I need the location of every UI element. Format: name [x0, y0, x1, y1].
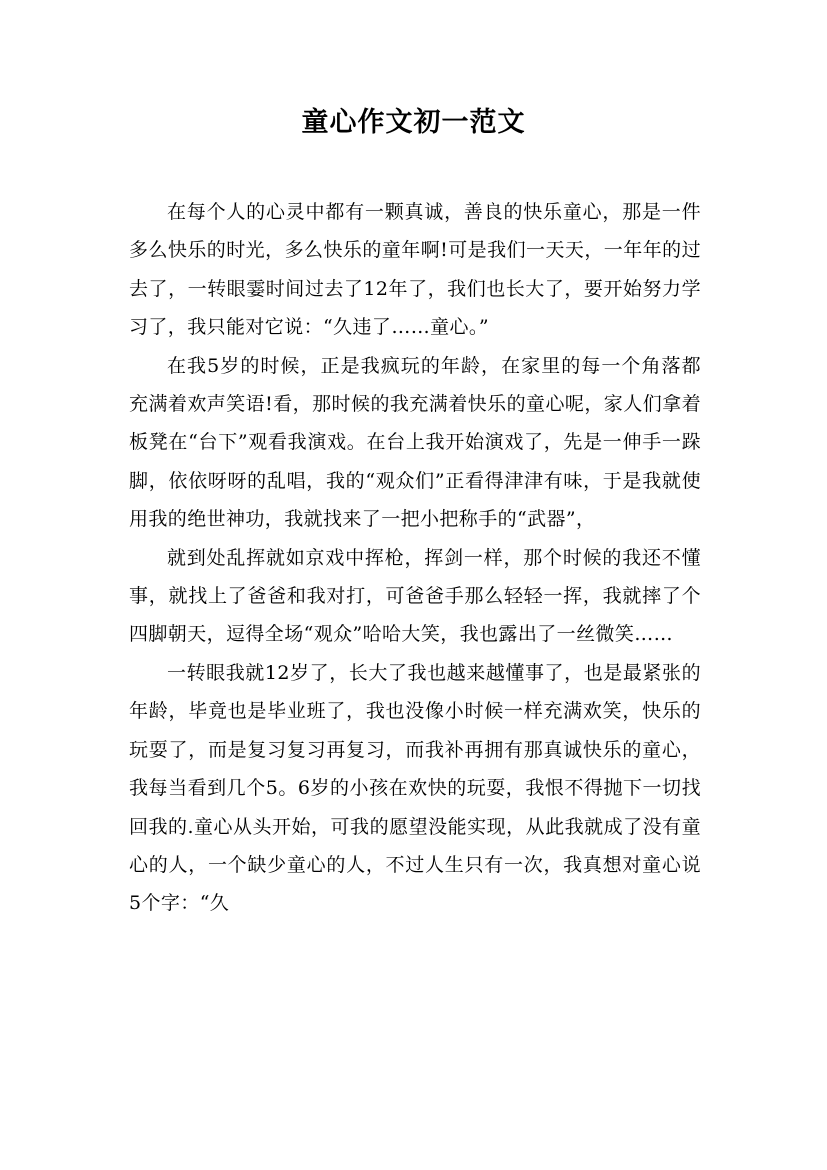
paragraph-4: 一转眼我就12岁了，长大了我也越来越懂事了，也是最紧张的年龄，毕竟也是毕业班了，我也没像小时候一样充满欢笑，快乐的玩耍了，而是复习复习再复习，而我补再拥有那真诚快乐的童心，我每当看到几个5。6岁的小孩在欢快的玩耍，我恨不得抛下一切找回我的.童心从头开始，可我的愿望没能实现，从此我就成了没有童心的人，一个缺少童心的人，不过人生只有一次，我真想对童心说5个字：“久	[129, 661, 701, 915]
paragraph-2: 在我5岁的时候，正是我疯玩的年龄，在家里的每一个角落都充满着欢声笑语!看，那时候的我充满着快乐的童心呢，家人们拿着板凳在“台下”观看我演戏。在台上我开始演戏了，先是一伸手一跺脚，依依呀呀的乱唱，我的“观众们”正看得津津有味，于是我就使用我的绝世神功，我就找来了一把小把称手的“武器”，	[129, 354, 701, 531]
document-title: 童心作文初一范文	[301, 107, 526, 138]
paragraph-1: 在每个人的心灵中都有一颗真诚，善良的快乐童心，那是一件多么快乐的时光，多么快乐的童年啊!可是我们一天天，一年年的过去了，一转眼霎时间过去了12年了，我们也长大了，要开始努力学习了，我只能对它说：“久违了……童心。”	[129, 201, 701, 339]
document-body	[129, 193, 701, 923]
paragraph-3: 就到处乱挥就如京戏中挥枪，挥剑一样，那个时候的我还不懂事，就找上了爸爸和我对打，可爸爸手那么轻轻一挥，我就摔了个四脚朝天，逗得全场“观众”哈哈大笑，我也露出了一丝微笑……	[129, 546, 701, 646]
